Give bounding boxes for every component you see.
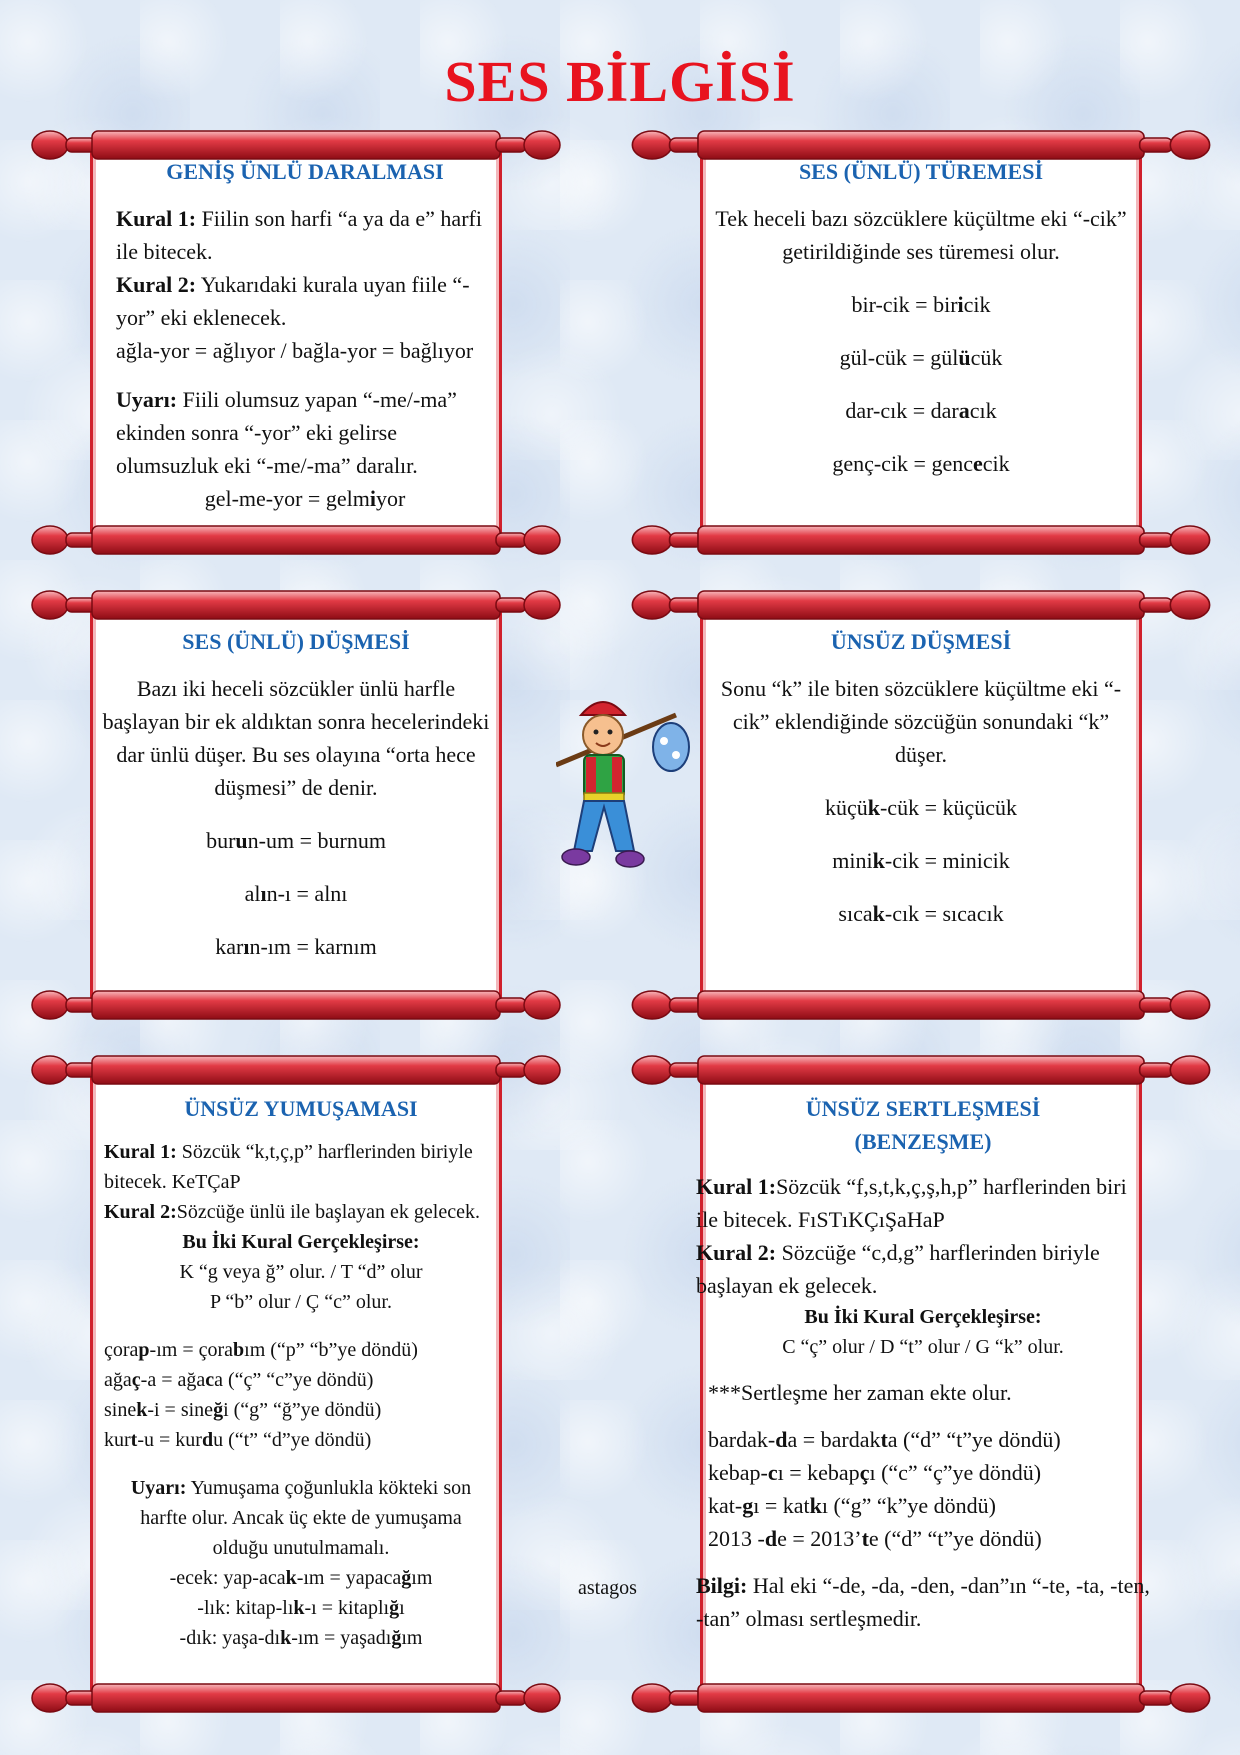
- example: gül-cük = gülücük: [839, 345, 1003, 370]
- example: genç-cik = gencecik: [832, 451, 1010, 476]
- example: gel-me-yor = gelmiyor: [204, 486, 406, 511]
- example: kebap-cı = kebapçı (“c” “ç”ye döndü): [708, 1460, 1042, 1485]
- warning-text: Fiili olumsuz yapan “-me/-ma” ekinden sonra “-yor” eki gelirse olumsuzluk eki “-me/-ma” daralır.: [116, 387, 457, 478]
- page-title: SES BİLGİSİ: [444, 49, 796, 114]
- rule-line: C “ç” olur / D “t” olur / G “k” olur.: [782, 1336, 1064, 1358]
- panel-heading: SES (ÜNLÜ) DÜŞMESİ: [182, 629, 410, 654]
- example: bardak-da = bardakta (“d” “t”ye döndü): [708, 1427, 1061, 1452]
- example: sıcak-cık = sıcacık: [838, 901, 1004, 926]
- rule-1: Kural 1: Sözcük “k,t,ç,p” harflerinden biriyle bitecek. KeTÇaP: [104, 1141, 473, 1193]
- panel-heading: SES (ÜNLÜ) TÜREMESİ: [798, 159, 1044, 184]
- intro-text: Bazı iki heceli sözcükler ünlü harfle başlayan bir ek aldıktan sonra hecelerindeki dar ünlü düşer. Bu ses olayına “orta hece düşmesi” de denir.: [102, 676, 490, 800]
- example: kurt-u = kurdu (“t” “d”ye döndü): [104, 1429, 372, 1451]
- condition-heading: Bu İki Kural Gerçekleşirse:: [182, 1231, 420, 1253]
- panel-heading: [696, 1092, 1150, 1158]
- example: çorap-ım = çorabım (“p” “b”ye döndü): [104, 1339, 418, 1361]
- rule-text: Yukarıdaki kurala uyan fiile “-yor” eki eklenecek.: [116, 272, 470, 330]
- scroll-rod-bottom: [628, 1678, 1214, 1718]
- scroll-rod-top: [628, 1050, 1214, 1090]
- info: Bilgi: Hal eki “-de, -da, -den, -dan”ın “-te, -ta, -ten, -tan” olması sertleşmedir.: [696, 1573, 1150, 1631]
- warning: Uyarı: Yumuşama çoğunlukla kökteki son harfte olur. Ancak üç ekte de yumuşama olduğu unutulmamalı.: [130, 1477, 472, 1559]
- scroll-rod-bottom: [628, 520, 1214, 560]
- panel-content: [712, 155, 1130, 520]
- rule-line: P “b” olur / Ç “c” olur.: [210, 1291, 392, 1313]
- example: küçük-cük = küçücük: [824, 795, 1018, 820]
- example: karın-ım = karnım: [215, 934, 377, 959]
- panel-ses-dusmesi: [28, 585, 564, 1025]
- panel-content: [712, 625, 1130, 985]
- panel-genis-unlu-daralmasi: [28, 125, 564, 560]
- example: bir-cik = biricik: [851, 292, 991, 317]
- panel-ses-turemesi: [628, 125, 1214, 560]
- example: sinek-i = sineği (“g” “ğ”ye döndü): [104, 1399, 382, 1421]
- example: 2013 -de = 2013’te (“d” “t”ye döndü): [708, 1526, 1042, 1551]
- rule-line: K “g veya ğ” olur. / T “d” olur: [179, 1261, 423, 1283]
- example: -dık: yaşa-dık-ım = yaşadığım: [179, 1627, 423, 1649]
- rule-2: Kural 2:Sözcüğe ünlü ile başlayan ek gelecek.: [104, 1201, 480, 1223]
- condition-heading: Bu İki Kural Gerçekleşirse:: [804, 1306, 1042, 1328]
- panel-content: [100, 625, 492, 985]
- example: dar-cık = daracık: [845, 398, 997, 423]
- heading-line: ÜNSÜZ SERTLEŞMESİ: [805, 1096, 1041, 1121]
- panel-heading: ÜNSÜZ DÜŞMESİ: [830, 629, 1012, 654]
- panel-content: [696, 1092, 1150, 1678]
- example: kat-gı = katkı (“g” “k”ye döndü): [708, 1493, 996, 1518]
- example: alın-ı = alnı: [244, 881, 348, 906]
- example: ağla-yor = ağlıyor / bağla-yor = bağlıyor: [116, 338, 474, 363]
- intro-text: Tek heceli bazı sözcüklere küçültme eki “-cik” getirildiğinde ses türemesi olur.: [715, 206, 1127, 264]
- scroll-rod-bottom: [28, 520, 564, 560]
- panel-unsuz-dusmesi: [628, 585, 1214, 1025]
- panel-heading: ÜNSÜZ YUMUŞAMASI: [184, 1096, 418, 1121]
- example: -lık: kitap-lık-ı = kitaplığı: [197, 1597, 405, 1619]
- panel-content: [116, 155, 494, 520]
- scroll-rod-bottom: [28, 1678, 564, 1718]
- heading-line: (BENZEŞME): [854, 1129, 992, 1154]
- rule-1: [116, 202, 494, 268]
- rule-1: Kural 1:Sözcük “f,s,t,k,ç,ş,h,p” harflerinden biri ile bitecek. FıSTıKÇıŞaHaP: [696, 1174, 1127, 1232]
- panel-content: [104, 1092, 498, 1678]
- scroll-rod-top: [28, 585, 564, 625]
- panel-heading: GENİŞ ÜNLÜ DARALMASI: [166, 159, 444, 184]
- scroll-rod-top: [628, 585, 1214, 625]
- credit-text: astagos: [578, 1577, 637, 1599]
- scroll-rod-bottom: [628, 985, 1214, 1025]
- note: ***Sertleşme her zaman ekte olur.: [708, 1380, 1012, 1405]
- warning-label: Uyarı:: [116, 387, 178, 412]
- rule-text: Fiilin son harfi “a ya da e” harfi ile bitecek.: [116, 206, 482, 264]
- scroll-rod-top: [28, 1050, 564, 1090]
- example: burun-um = burnum: [206, 828, 386, 853]
- example: minik-cik = minicik: [832, 848, 1010, 873]
- boy-illustration-icon: [556, 695, 692, 900]
- rule-label: Kural 1:: [116, 206, 197, 231]
- rule-2: Kural 2: Sözcüğe “c,d,g” harflerinden biriyle başlayan ek gelecek.: [696, 1240, 1100, 1298]
- scroll-rod-bottom: [28, 985, 564, 1025]
- rule-2: [116, 268, 494, 334]
- panel-unsuz-yumusamasi: [28, 1050, 564, 1718]
- rule-label: Kural 2:: [116, 272, 197, 297]
- intro-text: Sonu “k” ile biten sözcüklere küçültme eki “-cik” eklendiğinde sözcüğün sonundaki “k” düşer.: [720, 676, 1122, 767]
- panel-unsuz-sertlesmesi: [628, 1050, 1214, 1718]
- example: -ecek: yap-acak-ım = yapacağım: [169, 1567, 433, 1589]
- example: ağaç-a = ağaca (“ç” “c”ye döndü): [104, 1369, 374, 1391]
- warning: [116, 383, 494, 482]
